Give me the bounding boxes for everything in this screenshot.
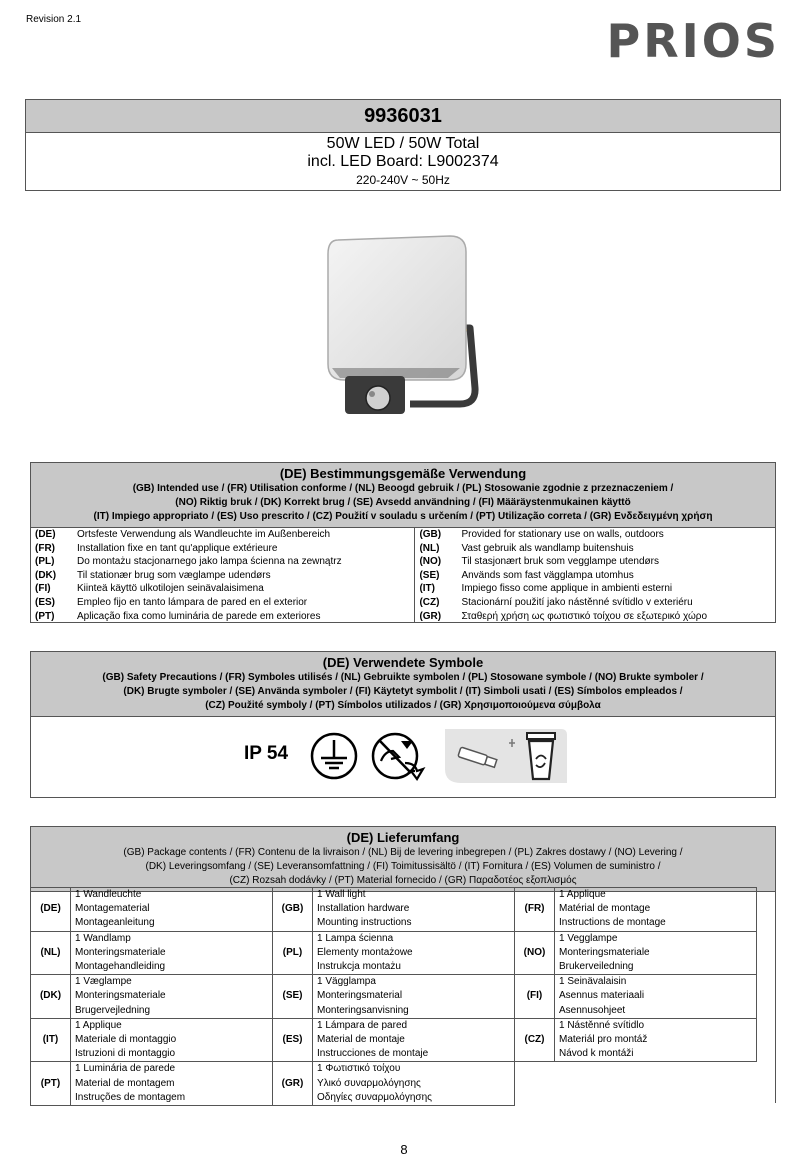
- package-items: [555, 975, 757, 1019]
- package-items: [555, 888, 757, 932]
- package-items: [313, 1062, 515, 1106]
- package-item-line: 1 Seinävalaisin: [559, 976, 627, 988]
- package-item-line: Instruções de montagem: [75, 1091, 186, 1103]
- intended-use-row: [31, 596, 775, 610]
- product-power: 50W LED / 50W Total: [326, 135, 480, 152]
- package-item-line: Návod k montáži: [559, 1048, 634, 1060]
- intended-use-row: [31, 555, 775, 569]
- package-item-line: Material de montaje: [317, 1034, 405, 1046]
- package-items: [71, 888, 273, 932]
- package-title: (DE) Lieferumfang: [346, 830, 460, 845]
- product-voltage: 220-240V ~ 50Hz: [356, 173, 450, 187]
- row-description: Til stasjonært bruk som vegglampe utendørs: [461, 556, 659, 568]
- symbols-subtitle: (CZ) Použité symboly / (PT) Símbolos utilizados / (GR) Χρησιμοποιούμενα σύμβολα: [205, 700, 601, 711]
- row-description: Impiego fisso come applique in ambienti esterni: [461, 583, 673, 595]
- symbols-title: (DE) Verwendete Symbole: [322, 655, 484, 670]
- package-item-line: Monteringsmateriale: [75, 990, 166, 1002]
- package-header: [31, 827, 775, 892]
- package-item-line: Monteringsmaterial: [317, 990, 403, 1002]
- package-items: [555, 931, 757, 975]
- package-item-line: Matérial de montage: [559, 903, 651, 915]
- row-description: Til stationær brug som væglampe udendørs: [73, 569, 415, 583]
- floodlight-image: [300, 228, 500, 428]
- intended-use-row: [31, 582, 775, 596]
- package-item-line: 1 Vägglampa: [317, 976, 376, 988]
- package-items: [313, 1018, 515, 1062]
- row-lang-label: (PL): [35, 556, 55, 568]
- package-item-line: Οδηγίες συναρμολόγησης: [317, 1091, 432, 1103]
- package-item-line: Instructions de montage: [559, 917, 666, 929]
- package-item-line: Monteringsmateriale: [559, 946, 650, 958]
- row-description: Σταθερή χρήση ως φωτιστικό τοίχου σε εξωτερικό χώρο: [461, 610, 708, 622]
- intended-use-title: (DE) Bestimmungsgemäße Verwendung: [279, 466, 527, 481]
- package-item-line: Montagehandleiding: [75, 961, 166, 973]
- package-lang-label: (CZ): [515, 1018, 555, 1062]
- intended-use-section: [30, 462, 776, 623]
- row-lang-label: (ES): [35, 596, 55, 608]
- row-lang-label: (NO): [419, 556, 442, 568]
- package-items: [71, 1062, 273, 1106]
- package-item-line: Asennus materiaali: [559, 990, 645, 1002]
- package-items: [71, 1018, 273, 1062]
- package-lang-label: (NL): [31, 931, 71, 975]
- page-number: 8: [400, 1142, 408, 1157]
- package-lang-label: (IT): [31, 1018, 71, 1062]
- row-description: Do montażu stacjonarnego jako lampa ścienna na zewnątrz: [73, 555, 415, 569]
- package-lang-label: (FR): [515, 888, 555, 932]
- row-lang-label: (FI): [35, 583, 51, 595]
- package-item-line: 1 Væglampe: [75, 976, 132, 988]
- intended-use-row: [31, 528, 775, 542]
- symbols-section: [30, 651, 776, 798]
- package-item-line: Materiál pro montáž: [559, 1034, 648, 1046]
- package-items: [313, 888, 515, 932]
- package-item-line: Brukerveiledning: [559, 961, 634, 973]
- package-item-line: 1 Vegglampe: [559, 932, 618, 944]
- package-lang-label: (NO): [515, 931, 555, 975]
- row-lang-label: (DK): [35, 569, 57, 581]
- package-row: [31, 931, 757, 975]
- package-item-line: Elementy montażowe: [317, 946, 413, 958]
- product-code: 9936031: [26, 100, 780, 133]
- intended-use-header: [31, 463, 775, 528]
- package-item-line: 1 Lámpara de pared: [317, 1019, 408, 1031]
- package-lang-label: (GR): [273, 1062, 313, 1106]
- package-item-line: Υλικό συναρμολόγησης: [317, 1077, 421, 1089]
- package-item-line: Asennusohjeet: [559, 1004, 626, 1016]
- intended-use-subtitle: (IT) Impiego appropriato / (ES) Uso prescrito / (CZ) Použití v souladu s určením / (PT) Utilização correta / (GR) Ενδεδειγμένη χρήση: [93, 511, 713, 522]
- package-lang-label: (DK): [31, 975, 71, 1019]
- package-items: [555, 1018, 757, 1062]
- package-item-line: 1 Applique: [75, 1019, 122, 1031]
- protective-earth-icon: [309, 731, 359, 781]
- package-table: [30, 887, 757, 1106]
- package-item-line: Materiale di montaggio: [75, 1034, 177, 1046]
- package-item-line: 1 Wandleuchte: [75, 889, 142, 900]
- row-description: Används som fast vägglampa utomhus: [461, 569, 634, 581]
- intended-use-subtitle: (GB) Intended use / (FR) Utilisation conforme / (NL) Beoogd gebruik / (PL) Stosowanie zgodnie z przeznaczeniem /: [132, 483, 674, 494]
- row-lang-label: (SE): [419, 569, 440, 581]
- revision-label: Revision 2.1: [26, 14, 82, 25]
- symbols-subtitle: (DK) Brugte symboler / (SE) Använda symboler / (FI) Käytetyt symbolit / (IT) Simboli usati / (ES) Símbolos empleados /: [123, 686, 683, 697]
- row-lang-label: (GR): [419, 610, 442, 622]
- package-item-line: 1 Applique: [559, 889, 606, 900]
- intended-use-subtitle: (NO) Riktig bruk / (DK) Korrekt brug / (SE) Avsedd användning / (FI) Määräystenmukainen käyttö: [175, 497, 631, 508]
- package-item-line: 1 Wandlamp: [75, 932, 131, 944]
- package-lang-label: (ES): [273, 1018, 313, 1062]
- package-lang-label: (DE): [31, 888, 71, 932]
- intended-use-row: [31, 542, 775, 556]
- intended-use-table: [31, 528, 775, 623]
- row-lang-label: (IT): [419, 583, 435, 595]
- ip-rating: IP 54: [244, 743, 289, 764]
- package-item-line: Montagematerial: [75, 903, 150, 915]
- package-row: [31, 1062, 757, 1106]
- row-lang-label: (DE): [35, 529, 56, 540]
- package-item-line: Installation hardware: [317, 903, 410, 915]
- package-items: [313, 931, 515, 975]
- brand-logo: PRIOS: [606, 14, 780, 68]
- lamp-disposal-bin-icon: [441, 725, 569, 787]
- package-items: [313, 975, 515, 1019]
- package-subtitle: (DK) Leveringsomfang / (SE) Leveransomfattning / (FI) Toimitussisältö / (IT) Fornitura / (ES) Volumen de suministro /: [145, 861, 661, 872]
- package-item-line: 1 Φωτιστικό τοίχου: [317, 1063, 401, 1075]
- product-header: [25, 99, 781, 191]
- package-item-line: Material de montagem: [75, 1077, 175, 1089]
- symbols-header: [31, 652, 775, 717]
- row-description: Kiinteä käyttö ulkotilojen seinävalaisimena: [73, 582, 415, 596]
- row-lang-label: (CZ): [419, 596, 440, 608]
- intended-use-row: [31, 610, 775, 624]
- row-lang-label: (GB): [419, 529, 442, 540]
- row-lang-label: (FR): [35, 542, 55, 554]
- package-item-line: Instrukcja montażu: [317, 961, 401, 973]
- package-contents-section: [30, 826, 776, 1103]
- intended-use-row: [31, 569, 775, 583]
- package-item-line: Istruzioni di montaggio: [75, 1048, 176, 1060]
- package-item-line: 1 Wall light: [317, 889, 366, 900]
- package-item-line: Monteringsanvisning: [317, 1004, 409, 1016]
- product-board: incl. LED Board: L9002374: [307, 153, 499, 170]
- package-subtitle: (GB) Package contents / (FR) Contenu de la livraison / (NL) Bij de levering inbegrepen / (PL) Zakres dostawy / (NO) Levering /: [123, 847, 683, 858]
- empty-cell: [515, 1062, 757, 1106]
- package-subtitle: (CZ) Rozsah dodávky / (PT) Material fornecido / (GR) Παραδοτέος εξοπλισμός: [229, 875, 577, 886]
- package-item-line: Montageanleitung: [75, 917, 155, 929]
- package-row: [31, 1018, 757, 1062]
- row-lang-label: (PT): [35, 610, 55, 622]
- package-item-line: Brugervejledning: [75, 1004, 151, 1016]
- package-lang-label: (PL): [273, 931, 313, 975]
- package-lang-label: (PT): [31, 1062, 71, 1106]
- row-description: Stacionární použití jako nástěnné svítidlo v exteriéru: [461, 596, 693, 608]
- package-items: [71, 975, 273, 1019]
- package-items: [71, 931, 273, 975]
- package-lang-label: (FI): [515, 975, 555, 1019]
- package-item-line: Monteringsmateriale: [75, 946, 166, 958]
- row-description: Provided for stationary use on walls, outdoors: [461, 529, 664, 540]
- package-lang-label: (SE): [273, 975, 313, 1019]
- recycling-hands-icon: [371, 729, 427, 783]
- row-description: Empleo fijo en tanto lámpara de pared en el exterior: [73, 596, 415, 610]
- package-item-line: 1 Luminária de parede: [75, 1063, 176, 1075]
- symbols-row: [31, 717, 775, 795]
- row-lang-label: (NL): [419, 542, 440, 554]
- package-row: [31, 975, 757, 1019]
- package-item-line: 1 Nástěnné svítidlo: [559, 1019, 645, 1031]
- package-item-line: Instrucciones de montaje: [317, 1048, 429, 1060]
- row-description: Vast gebruik als wandlamp buitenshuis: [461, 542, 634, 554]
- package-item-line: Mounting instructions: [317, 917, 412, 929]
- row-description: Installation fixe en tant qu'applique extérieure: [73, 542, 415, 556]
- symbols-subtitle: (GB) Safety Precautions / (FR) Symboles utilisés / (NL) Gebruikte symbolen / (PL) Stosowane symbole / (NO) Brukte symboler /: [102, 672, 704, 683]
- package-row: [31, 888, 757, 932]
- row-description: Aplicação fixa como luminária de parede em exteriores: [73, 610, 415, 624]
- package-item-line: 1 Lampa ścienna: [317, 932, 394, 944]
- package-lang-label: (GB): [273, 888, 313, 932]
- row-description: Ortsfeste Verwendung als Wandleuchte im Außenbereich: [73, 528, 415, 542]
